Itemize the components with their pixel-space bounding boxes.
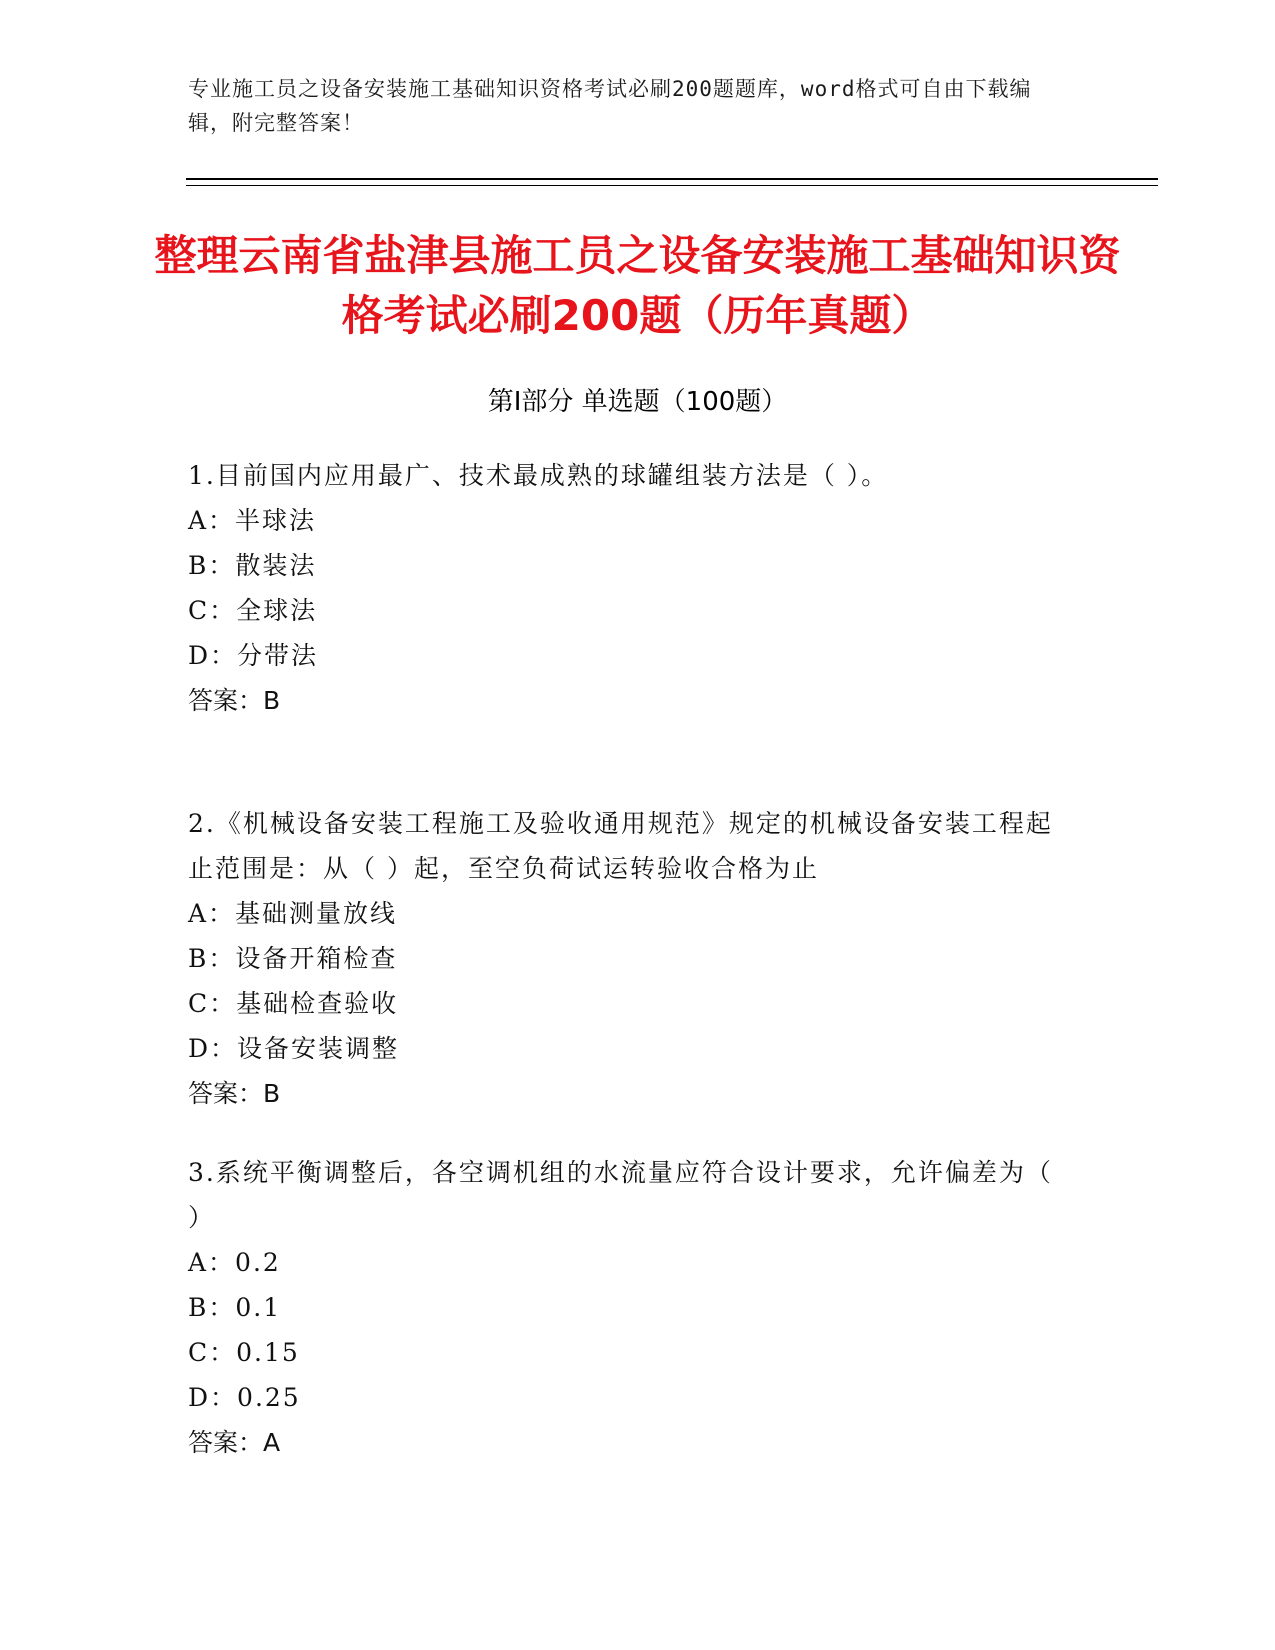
header-divider-thick [186, 178, 1158, 180]
question-1 [188, 453, 1068, 723]
answer: 答案：A [188, 1428, 281, 1457]
document-title: 整理云南省盐津县施工员之设备安装施工基础知识资格考试必刷200题（历年真题） [154, 231, 1121, 340]
option-c: C：0.15 [188, 1338, 300, 1367]
option-b: B：散装法 [188, 551, 317, 580]
option-b: B：0.1 [188, 1293, 282, 1322]
option-d: D：0.25 [188, 1383, 301, 1412]
question-stem: 1.目前国内应用最广、技术最成熟的球罐组装方法是（ ）。 [188, 461, 889, 490]
answer: 答案：B [188, 1079, 281, 1108]
question-2 [188, 801, 1068, 1116]
header-divider-thin [186, 185, 1158, 186]
question-stem: 3.系统平衡调整后，各空调机组的水流量应符合设计要求，允许偏差为（ ） [188, 1158, 1053, 1232]
option-c: C：基础检查验收 [188, 989, 399, 1018]
section-title: 第Ⅰ部分 单选题（100题） [487, 387, 788, 417]
answer: 答案：B [188, 686, 281, 715]
option-a: A：半球法 [188, 506, 317, 535]
option-c: C：全球法 [188, 596, 318, 625]
option-d: D：设备安装调整 [188, 1034, 400, 1063]
option-a: A：基础测量放线 [188, 899, 398, 928]
question-stem: 2.《机械设备安装工程施工及验收通用规范》规定的机械设备安装工程起止范围是：从（ ）起，至空负荷试运转验收合格为止 [188, 809, 1053, 883]
header-note: 专业施工员之设备安装施工基础知识资格考试必刷200题题库，word格式可自由下载编辑，附完整答案！ [188, 77, 1032, 135]
option-b: B：设备开箱检查 [188, 944, 398, 973]
question-3 [188, 1150, 1068, 1465]
option-a: A：0.2 [188, 1248, 281, 1277]
option-d: D：分带法 [188, 641, 319, 670]
